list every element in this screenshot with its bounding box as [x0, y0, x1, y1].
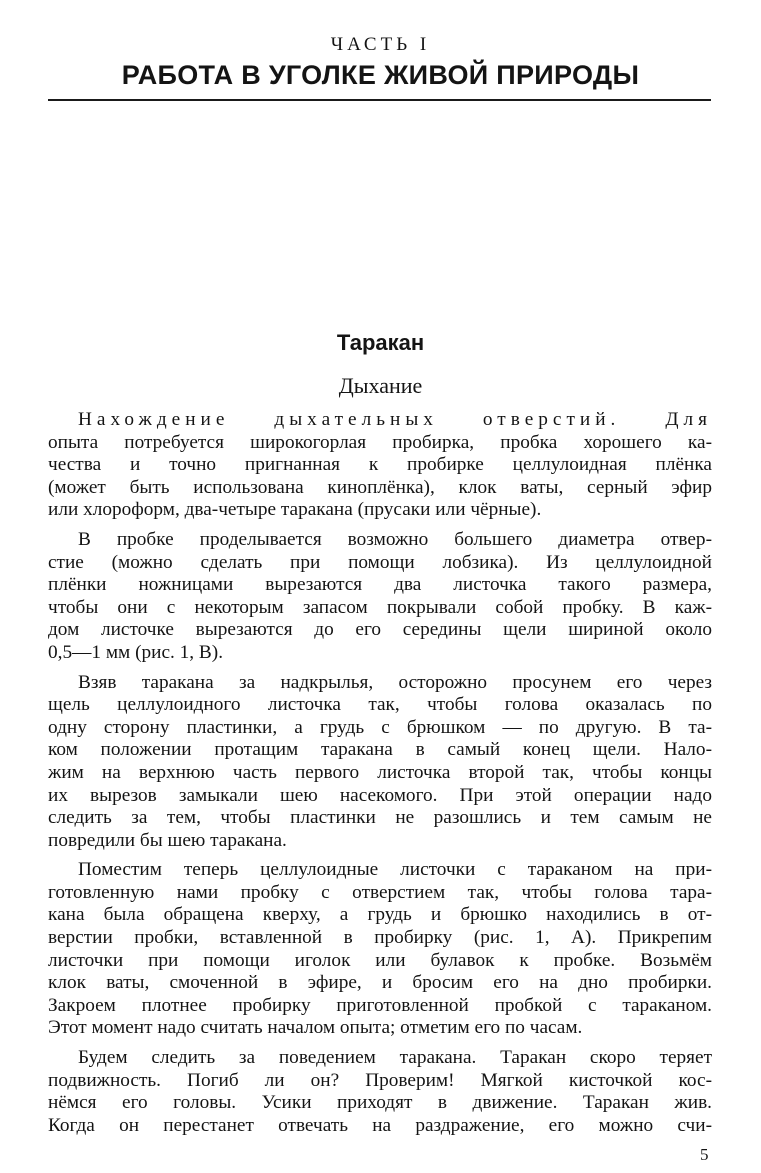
text-line: Взяв таракана за надкрылья, осторожно просунем его через: [78, 671, 712, 693]
text-line: опыта потребуется широкогорлая пробирка, пробка хорошего ка-: [48, 431, 712, 453]
paragraph-4: [48, 859, 712, 1040]
subsection-title: Дыхание: [338, 373, 423, 398]
text-line: щель целлулоидного листочка так, чтобы голова оказалась по: [48, 694, 712, 716]
text-line: готовленную нами пробку с отверстием так, чтобы голова тара-: [48, 881, 712, 903]
text-line: (может быть использована киноплёнка), клок ваты, серный эфир: [48, 476, 712, 498]
text-line: Будем следить за поведением таракана. Таракан скоро теряет: [78, 1047, 712, 1069]
body-text: [48, 409, 712, 1144]
text-line: одну сторону пластинки, а грудь с брюшком — по другую. В та-: [48, 716, 712, 738]
text-line: или хлороформ, два-четыре таракана (прусаки или чёрные).: [48, 499, 542, 521]
text-line: клок ваты, смоченной в эфире, и бросим его на дно пробирки.: [48, 972, 712, 994]
text-line: Этот момент надо считать началом опыта; отметим его по часам.: [48, 1017, 583, 1039]
text-line: жим на верхнюю часть первого листочка второй так, чтобы концы: [48, 761, 712, 783]
text-line: Закроем плотнее пробирку приготовленной пробкой с тараканом.: [48, 994, 712, 1016]
text-line: Когда он перестанет отвечать на раздражение, его можно счи-: [48, 1114, 712, 1136]
text-line: Нахождение дыхательных отверстий. Для: [78, 409, 712, 430]
text-line: верстии пробки, вставленной в пробирку (рис. 1, А). Прикрепим: [48, 927, 712, 949]
text-line: плёнки ножницами вырезаются два листочка такого размера,: [48, 574, 712, 596]
text-line: подвижность. Погиб ли он? Проверим! Мягкой кисточкой кос-: [48, 1069, 712, 1091]
text-line: В пробке проделывается возможно большего диаметра отвер-: [78, 528, 712, 550]
page-number: 5: [700, 1145, 709, 1164]
text-line: следить за тем, чтобы пластинки не разошлись и тем самым не: [48, 807, 712, 829]
text-line: Поместим теперь целлулоидные листочки с тараканом на при-: [78, 859, 712, 881]
text-line: листочки при помощи иголок или булавок к пробке. Возьмём: [48, 949, 712, 971]
part-label: ЧАСТЬ I: [330, 34, 431, 55]
paragraph-2: [48, 529, 712, 665]
text-line: чества и точно пригнанная к пробирке целлулоидная плёнка: [48, 454, 712, 476]
part-title: РАБОТА В УГОЛКЕ ЖИВОЙ ПРИРОДЫ: [121, 60, 640, 90]
text-line: кана была обращена кверху, а грудь и брюшко находились в от-: [48, 904, 712, 926]
paragraph-5: [48, 1047, 712, 1137]
text-line: их вырезов замыкали шею насекомого. При этой операции надо: [48, 784, 712, 806]
text-line: 0,5—1 мм (рис. 1, В).: [48, 641, 224, 663]
text-line: ком положении протащим таракана в самый конец щели. Нало-: [48, 739, 712, 761]
text-line: нёмся его головы. Усики приходят в движение. Таракан жив.: [48, 1092, 712, 1114]
text-line: чтобы они с некоторым запасом покрывали собой пробку. В каж-: [48, 596, 712, 618]
paragraph-1: [48, 409, 712, 522]
text-line: повредили бы шею таракана.: [48, 829, 287, 851]
paragraph-3: [48, 672, 712, 853]
section-title: Таракан: [336, 330, 425, 355]
text-line: стие (можно сделать при помощи лобзика). Из целлулоидной: [48, 551, 712, 573]
header-divider: [48, 99, 711, 101]
text-line: дом листочке вырезаются до его середины щели шириной около: [48, 619, 712, 641]
